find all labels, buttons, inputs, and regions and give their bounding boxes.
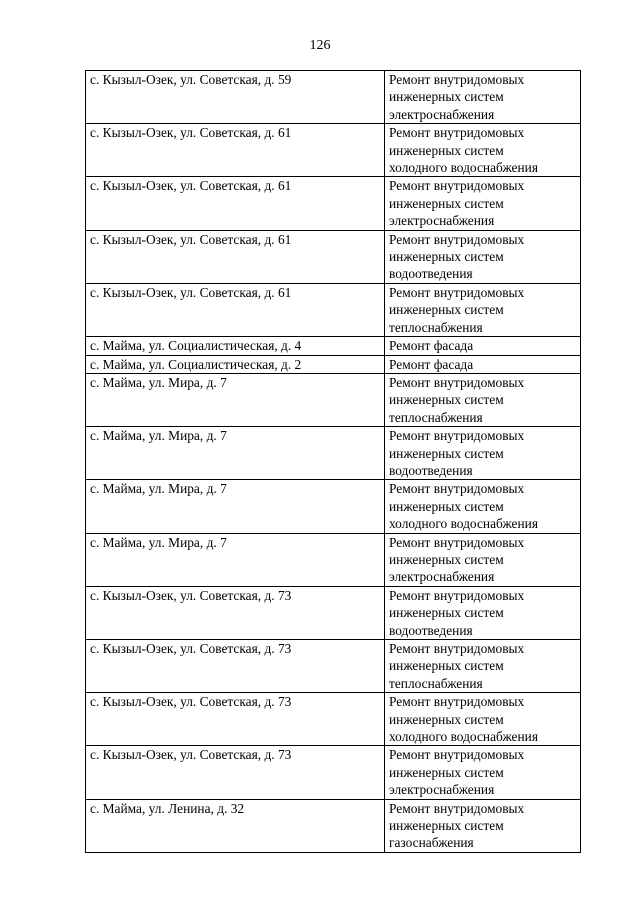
work-type-line: электроснабжения: [389, 213, 495, 229]
table-row: [86, 427, 581, 480]
table-row: [86, 230, 581, 283]
work-type-line: инженерных систем: [389, 195, 504, 211]
table-row: [86, 337, 581, 355]
work-type-cell: [385, 533, 581, 586]
work-type-line: инженерных систем: [389, 89, 504, 105]
work-type-cell: [385, 586, 581, 639]
address-cell: с. Майма, ул. Социалистическая, д. 4: [86, 337, 385, 355]
work-type-cell: [385, 373, 581, 426]
address-cell: с. Майма, ул. Мира, д. 7: [86, 427, 385, 480]
work-type-line: Ремонт внутридомовых: [389, 481, 525, 497]
work-type-line: теплоснабжения: [389, 675, 483, 691]
table-row: [86, 533, 581, 586]
address-cell: с. Кызыл-Озек, ул. Советская, д. 61: [86, 124, 385, 177]
address-cell: с. Кызыл-Озек, ул. Советская, д. 73: [86, 746, 385, 799]
work-type-line: инженерных систем: [389, 392, 504, 408]
work-type-line: Ремонт фасада: [389, 338, 474, 354]
work-type-cell: [385, 124, 581, 177]
work-type-cell: [385, 640, 581, 693]
address-cell: с. Кызыл-Озек, ул. Советская, д. 61: [86, 230, 385, 283]
work-type-line: Ремонт внутридомовых: [389, 534, 525, 550]
address-cell: с. Майма, ул. Мира, д. 7: [86, 480, 385, 533]
table-row: [86, 586, 581, 639]
work-type-line: водоотведения: [389, 462, 473, 478]
table-row: [86, 373, 581, 426]
work-type-cell: [385, 71, 581, 124]
work-type-cell: [385, 355, 581, 373]
work-type-line: инженерных систем: [389, 818, 504, 834]
work-type-line: электроснабжения: [389, 782, 495, 798]
address-cell: с. Кызыл-Озек, ул. Советская, д. 73: [86, 693, 385, 746]
work-type-line: инженерных систем: [389, 445, 504, 461]
table-row: [86, 283, 581, 336]
work-type-line: инженерных систем: [389, 142, 504, 158]
page-number: 126: [309, 38, 331, 53]
work-type-cell: [385, 427, 581, 480]
work-type-line: Ремонт внутридомовых: [389, 374, 525, 390]
work-type-line: холодного водоснабжения: [389, 160, 538, 176]
work-type-line: теплоснабжения: [389, 409, 483, 425]
work-type-cell: [385, 337, 581, 355]
work-type-cell: [385, 746, 581, 799]
work-type-cell: [385, 799, 581, 852]
work-type-cell: [385, 693, 581, 746]
work-type-line: газоснабжения: [389, 835, 474, 851]
work-type-cell: [385, 230, 581, 283]
address-cell: с. Майма, ул. Социалистическая, д. 2: [86, 355, 385, 373]
work-type-line: инженерных систем: [389, 658, 504, 674]
work-type-line: Ремонт внутридомовых: [389, 178, 525, 194]
work-type-line: водоотведения: [389, 266, 473, 282]
work-type-line: Ремонт внутридомовых: [389, 284, 525, 300]
work-type-line: Ремонт внутридомовых: [389, 231, 525, 247]
address-cell: с. Кызыл-Озек, ул. Советская, д. 73: [86, 640, 385, 693]
work-list-table: [85, 70, 581, 853]
table-row: [86, 355, 581, 373]
work-type-line: инженерных систем: [389, 711, 504, 727]
work-type-line: инженерных систем: [389, 764, 504, 780]
address-cell: с. Кызыл-Озек, ул. Советская, д. 61: [86, 177, 385, 230]
work-type-line: теплоснабжения: [389, 319, 483, 335]
table-row: [86, 799, 581, 852]
work-type-line: Ремонт внутридомовых: [389, 800, 525, 816]
table-body: [86, 71, 581, 853]
work-type-line: Ремонт внутридомовых: [389, 694, 525, 710]
work-type-cell: [385, 480, 581, 533]
work-type-line: водоотведения: [389, 622, 473, 638]
work-type-line: инженерных систем: [389, 302, 504, 318]
table-row: [86, 177, 581, 230]
table-row: [86, 746, 581, 799]
address-cell: с. Кызыл-Озек, ул. Советская, д. 73: [86, 586, 385, 639]
work-type-line: электроснабжения: [389, 569, 495, 585]
work-type-line: холодного водоснабжения: [389, 516, 538, 532]
address-cell: с. Майма, ул. Мира, д. 7: [86, 533, 385, 586]
table-row: [86, 124, 581, 177]
work-type-line: инженерных систем: [389, 605, 504, 621]
address-cell: с. Кызыл-Озек, ул. Советская, д. 59: [86, 71, 385, 124]
table-row: [86, 71, 581, 124]
work-type-line: инженерных систем: [389, 249, 504, 265]
address-cell: с. Майма, ул. Ленина, д. 32: [86, 799, 385, 852]
table-row: [86, 693, 581, 746]
table-row: [86, 640, 581, 693]
work-type-cell: [385, 283, 581, 336]
work-type-line: Ремонт внутридомовых: [389, 428, 525, 444]
work-type-line: Ремонт внутридомовых: [389, 587, 525, 603]
work-type-line: Ремонт внутридомовых: [389, 641, 525, 656]
table-row: [86, 480, 581, 533]
work-type-line: Ремонт внутридомовых: [389, 72, 525, 87]
work-type-line: Ремонт внутридомовых: [389, 747, 525, 763]
work-type-line: инженерных систем: [389, 551, 504, 567]
work-type-line: инженерных систем: [389, 498, 504, 514]
work-type-line: холодного водоснабжения: [389, 729, 538, 745]
address-cell: с. Кызыл-Озек, ул. Советская, д. 61: [86, 283, 385, 336]
work-type-cell: [385, 177, 581, 230]
work-type-line: Ремонт фасада: [389, 356, 474, 372]
work-type-line: Ремонт внутридомовых: [389, 125, 525, 141]
address-cell: с. Майма, ул. Мира, д. 7: [86, 373, 385, 426]
work-type-line: электроснабжения: [389, 106, 495, 122]
